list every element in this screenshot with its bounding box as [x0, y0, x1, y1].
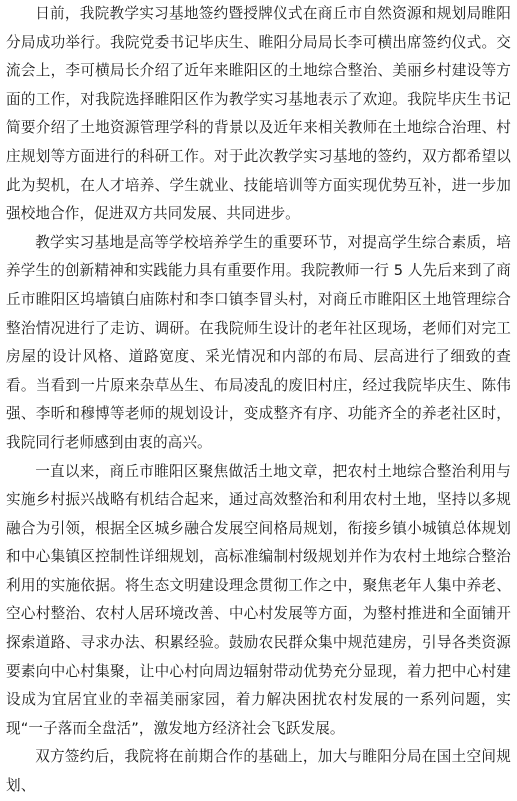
article-paragraph-3: 一直以来，商丘市睢阳区聚焦做活土地文章，把农村土地综合整治利用与实施乡村振兴战略有机结合起来，通过高效整治和利用农村土地，坚持以多规融合为引领，根据全区城乡融合发展空间格局规划，衔接乡镇小城镇总体规划和中心集镇区控制性详细规划，高标准编制村级规划并作为农村土地综合整治利用的实施依据。将生态文明建设理念贯彻工作之中，聚焦老年人集中养老、空心村整治、农村人居环境改善、中心村发展等方面，为整村推进和全面铺开探索道路、寻求办法、积累经验。鼓励农民群众集中规范建房，引导各类资源要素向中心村集聚，让中心村向周边辐射带动优势充分显现，着力把中心村建设成为宜居宜业的幸福美丽家园，着力解决困扰农村发展的一系列问题，实现“一子落而全盘活”，激发地方经济社会飞跃发展。	[6, 462, 511, 737]
article-paragraph-2: 教学实习基地是高等学校培养学生的重要环节，对提高学生综合素质，培养学生的创新精神和实践能力具有重要作用。我院教师一行 5 人先后来到了商丘市睢阳区坞墙镇白庙陈村和李口镇李冒头村，对商丘市睢阳区土地管理综合整治情况进行了走访、调研。在我院师生设计的老年社区现场，老师们对完工房屋的设计风格、道路宽度、采光情况和内部的布局、层高进行了细致的查看。当看到一片原来杂草丛生、布局凌乱的废旧村庄，经过我院毕庆生、陈伟强、李昕和穆博等老师的规划设计，变成整齐有序、功能齐全的养老社区时，我院同行老师感到由衷的高兴。	[6, 233, 511, 451]
article-paragraph-4: 双方签约后，我院将在前期合作的基础上，加大与睢阳分局在国土空间规划、	[6, 748, 511, 795]
article-paragraph-1: 日前，我院教学实习基地签约暨授牌仪式在商丘市自然资源和规划局睢阳分局成功举行。我院党委书记毕庆生、睢阳分局局长李可横出席签约仪式。交流会上，李可横局长介绍了近年来睢阳区的土地综合整治、美丽乡村建设等方面的工作，对我院选择睢阳区作为教学实习基地表示了欢迎。我院毕庆生书记简要介绍了土地资源管理学科的背景以及近年来相关教师在土地综合治理、村庄规划等方面进行的科研工作。对于此次教学实习基地的签约，双方都希望以此为契机，在人才培养、学生就业、技能培训等方面实现优势互补，进一步加强校地合作，促进双方共同发展、共同进步。	[6, 5, 511, 223]
